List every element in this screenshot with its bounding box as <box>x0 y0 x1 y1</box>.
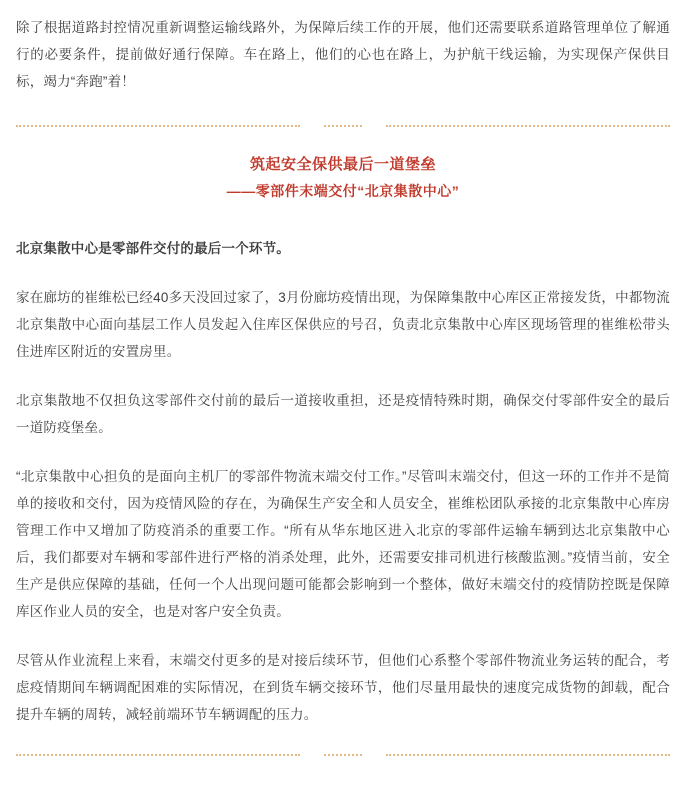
divider-segment-center-bottom <box>324 754 362 756</box>
dotted-divider-top <box>16 121 670 131</box>
paragraph-4: “北京集散中心担负的是面向主机厂的零部件物流末端交付工作。”尽管叫末端交付，但这一环的工作并不是简单的接收和交付，因为疫情风险的存在，为确保生产安全和人员安全，崔维松团队承接的北京集散中心库房管理工作中又增加了防疫消杀的重要工作。“所有从华东地区进入北京的零部件运输车辆到达北京集散中心后，我们都要对车辆和零部件进行严格的消杀处理，此外，还需要安排司机进行核酸监测。”疫情当前，安全生产是供应保障的基础，任何一个人出现问题可能都会影响到一个整体，做好末端交付的疫情防控既是保障库区作业人员的安全，也是对客户安全负责。 <box>16 468 670 619</box>
paragraph-5: 尽管从作业流程上来看，末端交付更多的是对接后续环节，但他们心系整个零部件物流业务运转的配合，考虑疫情期间车辆调配困难的实际情况，在到货车辆交接环节，他们尽量用最快的速度完成货物的卸载，配合提升车辆的周转，减轻前端环节车辆调配的压力。 <box>16 652 670 722</box>
page-bottom-spacer <box>16 770 670 804</box>
divider-segment-center <box>324 125 362 127</box>
paragraph-2: 家在廊坊的崔维松已经40多天没回过家了，3月份廊坊疫情出现，为保障集散中心库区正常接发货，中都物流北京集散中心面向基层工作人员发起入住库区保供应的号召，负责北京集散中心库区现场管理的崔维松带头住进库区附近的安置房里。 <box>16 289 670 359</box>
divider-segment-left-bottom <box>16 754 300 756</box>
divider-segment-right <box>386 125 670 127</box>
paragraph-3: 北京集散地不仅担负这零部件交付前的最后一道接收重担，还是疫情特殊时期，确保交付零部件安全的最后一道防疫堡垒。 <box>16 392 670 435</box>
section-headline <box>16 151 670 205</box>
headline-main: 筑起安全保供最后一道堡垒 <box>249 156 436 173</box>
intro-paragraph: 除了根据道路封控情况重新调整运输线路外，为保障后续工作的开展，他们还需要联系道路管理单位了解通行的必要条件，提前做好通行保障。车在路上，他们的心也在路上，为护航干线运输，为实现保产保供目标，竭力“奔跑”着！ <box>16 20 670 89</box>
headline-sub: ——零部件末端交付“北京集散中心” <box>226 183 460 199</box>
divider-segment-left <box>16 125 300 127</box>
paragraph-1: 北京集散中心是零部件交付的最后一个环节。 <box>16 240 290 256</box>
divider-segment-right-bottom <box>386 754 670 756</box>
dotted-divider-bottom <box>16 750 670 760</box>
